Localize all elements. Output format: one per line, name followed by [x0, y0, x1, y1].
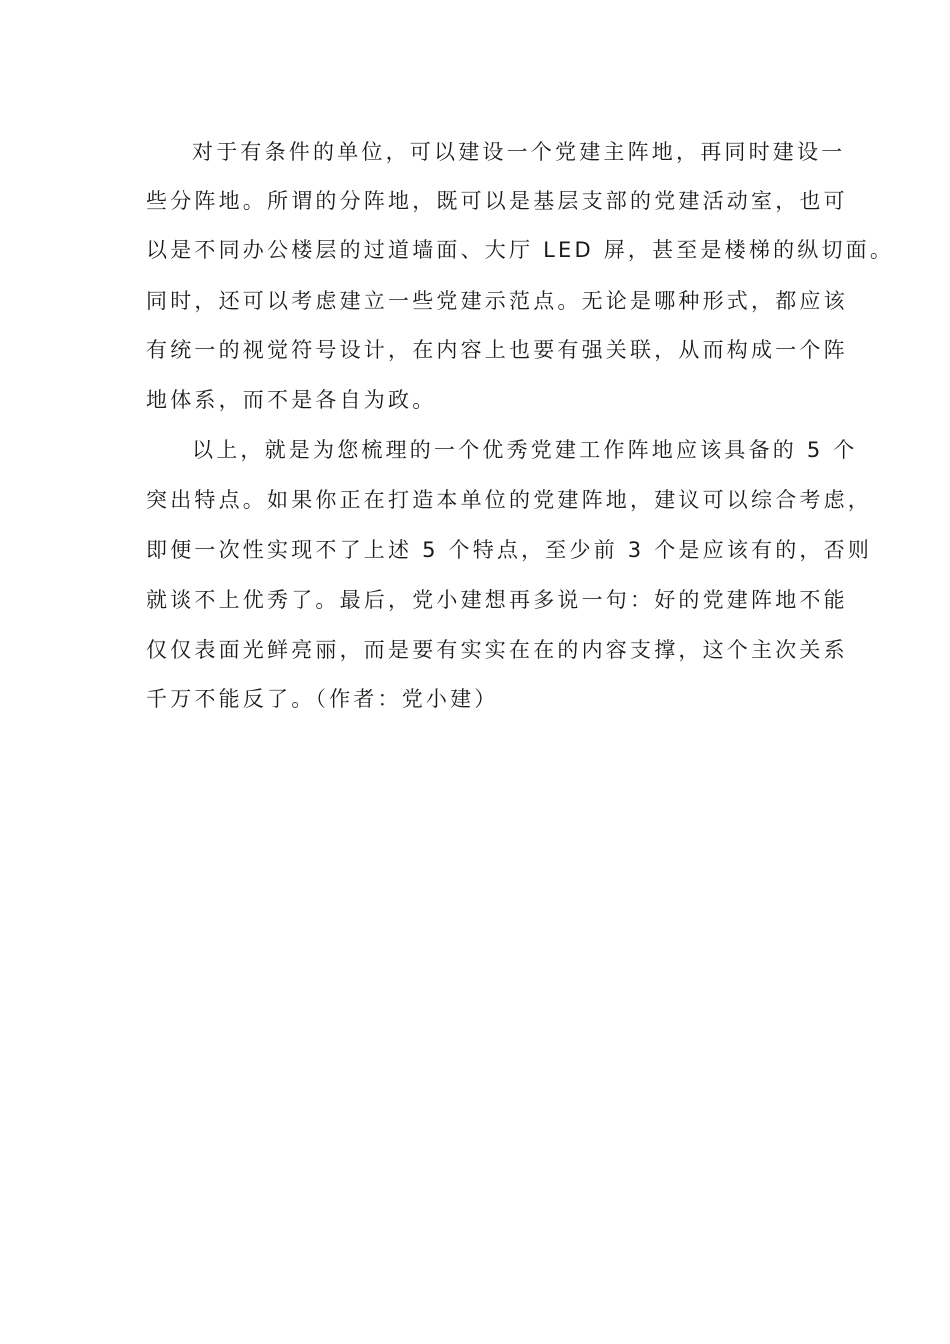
- paragraph-1-line-6: 地体系，而不是各自为政。: [146, 388, 437, 412]
- paragraph-2-line-4: 就谈不上优秀了。最后，党小建想再多说一句：好的党建阵地不能: [146, 588, 848, 612]
- paragraph-1-line-3: 以是不同办公楼层的过道墙面、大厅 LED 屏，甚至是楼梯的纵切面。: [146, 238, 895, 262]
- paragraph-2-line-3: 即便一次性实现不了上述 5 个特点，至少前 3 个是应该有的，否则: [146, 538, 873, 562]
- paragraph-1-line-4: 同时，还可以考虑建立一些党建示范点。无论是哪种形式，都应该: [146, 289, 848, 313]
- paragraph-2-line-1: 以上，就是为您梳理的一个优秀党建工作阵地应该具备的 5 个: [192, 438, 858, 462]
- paragraph-1-line-5: 有统一的视觉符号设计，在内容上也要有强关联，从而构成一个阵: [146, 338, 848, 362]
- paragraph-2-line-2: 突出特点。如果你正在打造本单位的党建阵地，建议可以综合考虑，: [146, 488, 872, 512]
- paragraph-1-line-1: 对于有条件的单位，可以建设一个党建主阵地，再同时建设一: [192, 140, 846, 164]
- paragraph-2-line-5: 仅仅表面光鲜亮丽，而是要有实实在在的内容支撑，这个主次关系: [146, 638, 848, 662]
- paragraph-2-line-6: 千万不能反了。（作者：党小建）: [146, 687, 499, 711]
- paragraph-1-line-2: 些分阵地。所谓的分阵地，既可以是基层支部的党建活动室，也可: [146, 189, 848, 213]
